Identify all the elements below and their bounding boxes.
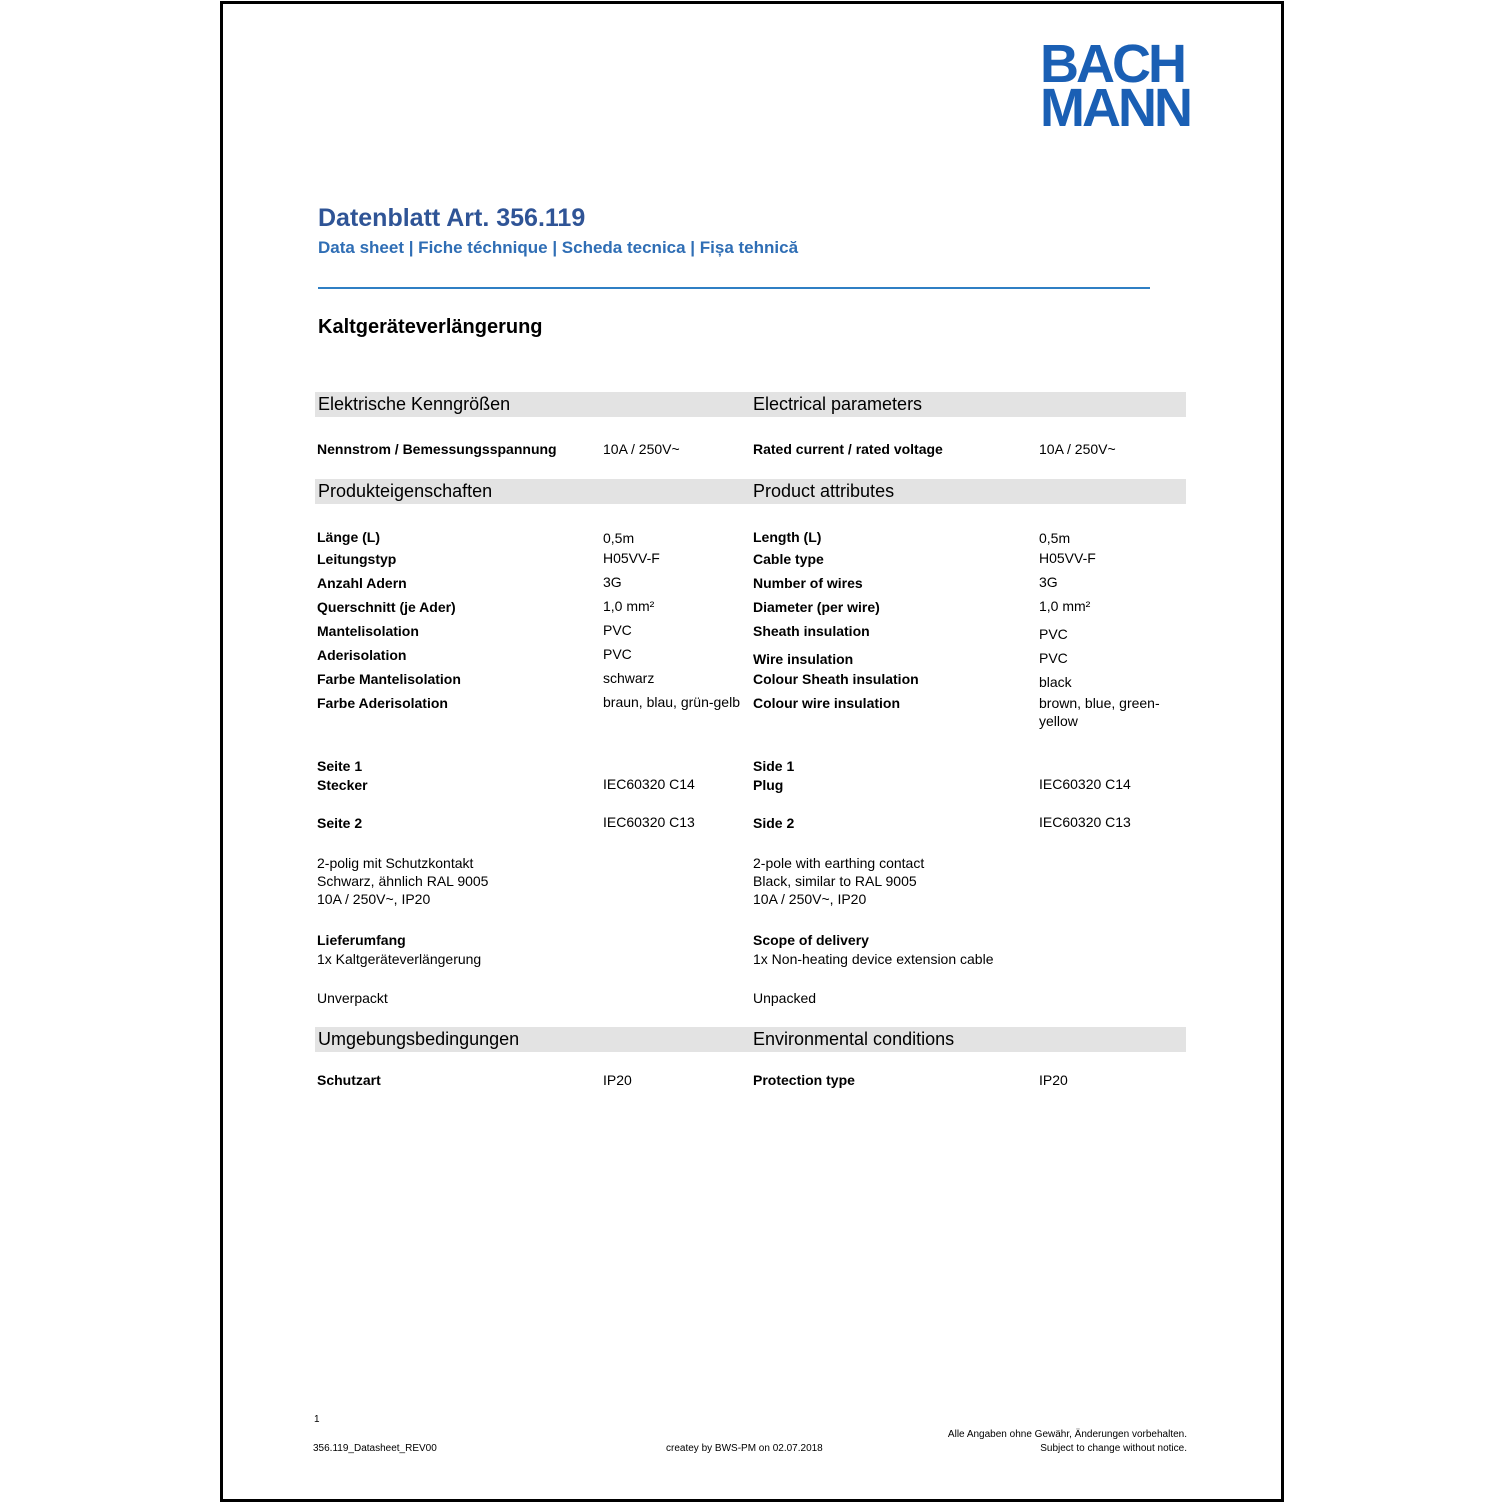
attribute-value-de: 0,5m xyxy=(603,530,635,546)
attribute-value-de: PVC xyxy=(603,646,632,662)
attribute-value-de: schwarz xyxy=(603,670,655,686)
delivery-label-en: Scope of delivery xyxy=(753,932,869,948)
attribute-label-de: Farbe Aderisolation xyxy=(317,695,448,711)
packing-de: Unverpackt xyxy=(317,990,388,1006)
attribute-label-en: Length (L) xyxy=(753,529,822,545)
rated-current-label-de: Nennstrom / Bemessungsspannung xyxy=(317,441,557,457)
attribute-label-de: Mantelisolation xyxy=(317,623,419,639)
section-title-en: Electrical parameters xyxy=(753,394,923,414)
attribute-value-en: black xyxy=(1039,674,1072,690)
attribute-value-en: 3G xyxy=(1039,574,1058,590)
packing-en: Unpacked xyxy=(753,990,817,1006)
attribute-label-en: Number of wires xyxy=(753,575,863,591)
rated-current-label-en: Rated current / rated voltage xyxy=(753,441,943,457)
attribute-value-de: 3G xyxy=(603,574,622,590)
attribute-label-en: Cable type xyxy=(753,551,824,567)
section-header-product xyxy=(315,479,1186,504)
attribute-label-en: Colour Sheath insulation xyxy=(753,671,919,687)
protection-label-de: Schutzart xyxy=(317,1072,381,1088)
attribute-value-de: PVC xyxy=(603,622,632,638)
attribute-value-de: H05VV-F xyxy=(603,550,660,566)
product-name: Kaltgeräteverlängerung xyxy=(318,316,543,338)
attribute-value-en: brown, blue, green- yellow xyxy=(1039,695,1160,729)
created-by: createy by BWS-PM on 02.07.2018 xyxy=(666,1443,823,1454)
section-title-de: Umgebungsbedingungen xyxy=(318,1029,520,1049)
attribute-label-de: Querschnitt (je Ader) xyxy=(317,599,456,615)
section-title-de: Produkteigenschaften xyxy=(318,481,493,501)
logo-line-1: BACH xyxy=(1040,34,1184,94)
rated-current-value-de: 10A / 250V~ xyxy=(603,441,680,457)
attribute-label-en: Sheath insulation xyxy=(753,623,870,639)
attribute-label-en: Diameter (per wire) xyxy=(753,599,880,615)
attribute-value-de: braun, blau, grün-gelb xyxy=(603,694,740,710)
side2-label-en: Side 2 xyxy=(753,815,795,831)
description-en: 2-pole with earthing contact Black, similar to RAL 9005 10A / 250V~, IP20 xyxy=(753,855,925,907)
section-header-environment xyxy=(315,1027,1186,1052)
attribute-label-de: Länge (L) xyxy=(317,529,380,545)
rated-current-value-en: 10A / 250V~ xyxy=(1039,441,1116,457)
plug-label-de: Stecker xyxy=(317,777,368,793)
section-title-de: Elektrische Kenngrößen xyxy=(318,394,511,414)
attribute-label-de: Farbe Mantelisolation xyxy=(317,671,461,687)
protection-label-en: Protection type xyxy=(753,1072,855,1088)
disclaimer-en: Subject to change without notice. xyxy=(1040,1443,1187,1454)
plug-label-en: Plug xyxy=(753,777,784,793)
delivery-item-en: 1x Non-heating device extension cable xyxy=(753,951,994,967)
attribute-value-de: 1,0 mm² xyxy=(603,598,655,614)
section-header-electrical xyxy=(315,392,1186,417)
attribute-value-en: 0,5m xyxy=(1039,530,1071,546)
protection-value-en: IP20 xyxy=(1039,1072,1068,1088)
attribute-value-en: H05VV-F xyxy=(1039,550,1096,566)
page-number: 1 xyxy=(314,1414,320,1425)
description-de: 2-polig mit Schutzkontakt Schwarz, ähnlich RAL 9005 10A / 250V~, IP20 xyxy=(317,855,489,907)
delivery-item-de: 1x Kaltgeräteverlängerung xyxy=(317,951,482,967)
attribute-value-en: PVC xyxy=(1039,626,1068,642)
delivery-label-de: Lieferumfang xyxy=(317,932,406,948)
side1-label-en: Side 1 xyxy=(753,758,795,774)
attribute-label-de: Aderisolation xyxy=(317,647,407,663)
plug-value-de: IEC60320 C14 xyxy=(603,776,695,792)
page-title: Datenblatt Art. 356.119 xyxy=(318,204,586,232)
attribute-label-en: Colour wire insulation xyxy=(753,695,901,711)
section-title-en: Product attributes xyxy=(753,481,895,501)
logo-line-2: MANN xyxy=(1040,78,1190,138)
side1-label-de: Seite 1 xyxy=(317,758,363,774)
side2-value-de: IEC60320 C13 xyxy=(603,814,695,830)
document-id: 356.119_Datasheet_REV00 xyxy=(313,1443,437,1454)
section-title-en: Environmental conditions xyxy=(753,1029,955,1049)
attribute-label-de: Anzahl Adern xyxy=(317,575,407,591)
attribute-label-en: Wire insulation xyxy=(753,651,854,667)
attribute-value-en: 1,0 mm² xyxy=(1039,598,1091,614)
attribute-value-en: PVC xyxy=(1039,650,1068,666)
bachmann-logo xyxy=(1040,34,1190,138)
plug-value-en: IEC60320 C14 xyxy=(1039,776,1131,792)
side2-label-de: Seite 2 xyxy=(317,815,363,831)
attribute-label-de: Leitungstyp xyxy=(317,551,397,567)
page-subtitle: Data sheet | Fiche téchnique | Scheda tecnica | Fișa tehnică xyxy=(318,238,799,257)
side2-value-en: IEC60320 C13 xyxy=(1039,814,1131,830)
protection-value-de: IP20 xyxy=(603,1072,632,1088)
header-divider xyxy=(318,287,1150,289)
disclaimer-de: Alle Angaben ohne Gewähr, Änderungen vorbehalten. xyxy=(947,1429,1187,1440)
